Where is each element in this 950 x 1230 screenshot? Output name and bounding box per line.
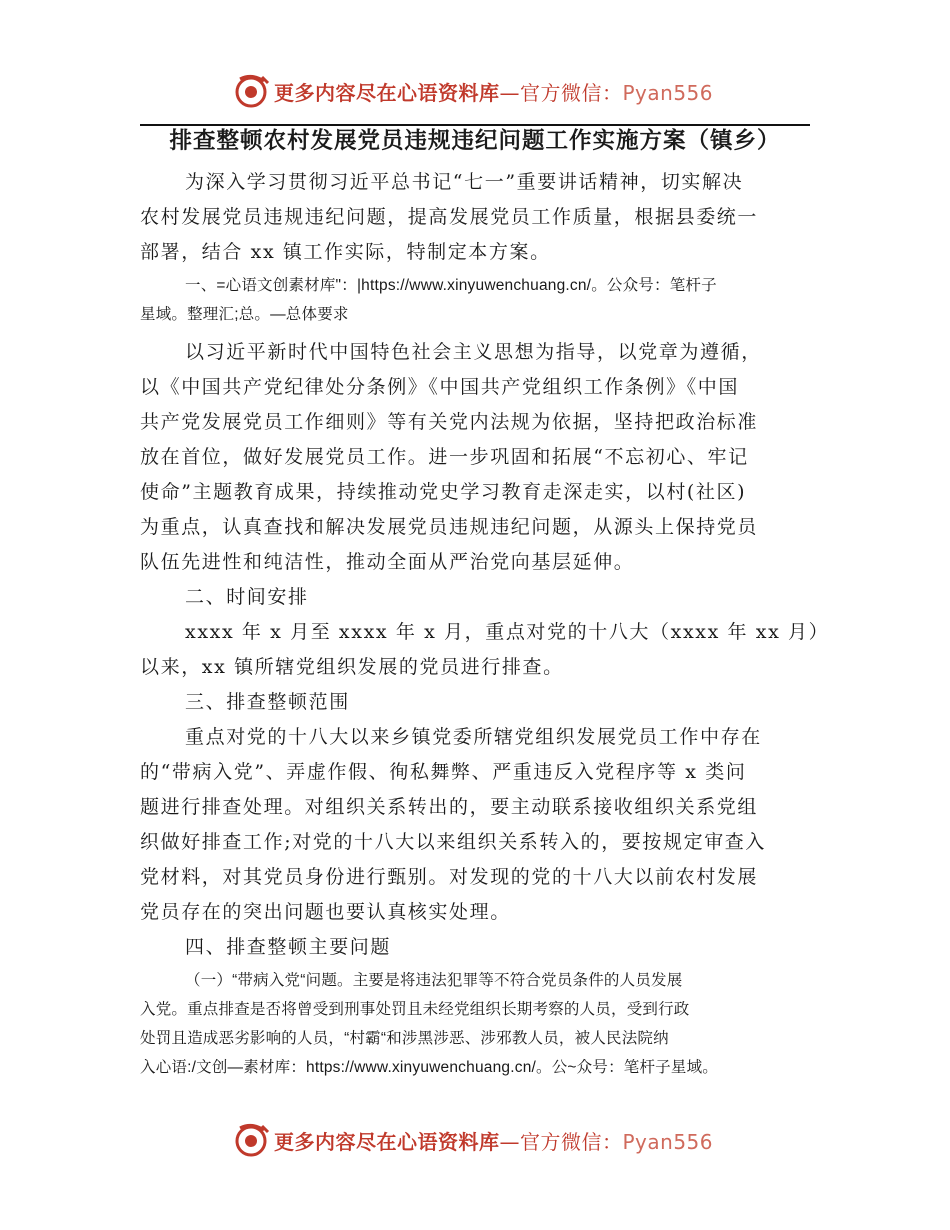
body-line: 以习近平新时代中国特色社会主义思想为指导，以党章为遵循， [185,341,762,363]
body-line: 共产党发展党员工作细则》等有关党内法规为依据，坚持把政治标准 [140,411,759,433]
banner-wechat-label: —官方微信： [499,1130,623,1154]
footer-banner [0,1120,950,1160]
brand-logo-icon [232,71,272,111]
body-line: 党材料，对其党员身份进行甄别。对发现的党的十八大以前农村发展 [140,866,759,888]
section-heading: 四、排查整顿主要问题 [185,936,392,958]
body-line: 使命”主题教育成果，持续推动党史学习教育走深走实，以村(社区) [140,481,747,503]
banner-site-name: 更多内容尽在心语资料库 [274,81,500,105]
body-line: 星域。整理汇;总。—总体要求 [140,306,349,323]
body-line: 重点对党的十八大以来乡镇党委所辖党组织发展党员工作中存在 [185,726,762,748]
banner-text [274,77,713,106]
document-title: 排查整顿农村发展党员违规违纪问题工作实施方案（镇乡） [169,128,781,154]
body-line: （一）“带病入党“问题。主要是将违法犯罪等不符合党员条件的人员发展 [185,972,683,989]
body-line: 处罚且造成恶劣影响的人员，“村霸“和涉黑涉恶、涉邪教人员，被人民法院纳 [140,1030,669,1047]
body-line-watermark: 一、=心语文创素材库"：|https://www.xinyuwenchuang.cn/。公众号：笔杆子 [185,277,717,294]
section-heading: 三、排查整顿范围 [185,691,350,713]
body-line: 的“带病入党”、弄虚作假、徇私舞弊、严重违反入党程序等 x 类问 [140,761,747,783]
body-line: 为重点，认真查找和解决发展党员违规违纪问题，从源头上保持党员 [140,516,759,538]
banner-wechat-id: Pyan556 [622,81,714,105]
body-line: 放在首位，做好发展党员工作。进一步巩固和拓展“不忘初心、牢记 [140,446,749,468]
banner-text [274,1126,713,1155]
banner-site-name: 更多内容尽在心语资料库 [274,1130,500,1154]
banner-wechat-label: —官方微信： [499,81,623,105]
body-line: xxxx 年 x 月至 xxxx 年 x 月，重点对党的十八大（xxxx 年 xx 月） [185,621,830,643]
body-line-watermark: 入心语:/文创—素材库：https://www.xinyuwenchuang.cn/。公~众号：笔杆子星域。 [140,1059,718,1076]
body-line: 织做好排查工作;对党的十八大以来组织关系转入的，要按规定审查入 [140,831,767,853]
body-line: 以来，xx 镇所辖党组织发展的党员进行排查。 [140,656,564,678]
body-line: 农村发展党员违规违纪问题，提高发展党员工作质量，根据县委统一 [140,206,759,228]
body-line: 党员存在的突出问题也要认真核实处理。 [140,901,511,923]
body-line: 为深入学习贯彻习近平总书记“七一”重要讲话精神，切实解决 [185,171,744,193]
brand-logo-icon [232,1120,272,1160]
body-line: 队伍先进性和纯洁性，推动全面从严治党向基层延伸。 [140,551,635,573]
header-banner [0,71,950,111]
body-line: 以《中国共产党纪律处分条例》《中国共产党组织工作条例》《中国 [140,376,740,398]
body-line: 部署，结合 xx 镇工作实际，特制定本方案。 [140,241,551,263]
banner-wechat-id: Pyan556 [622,1130,714,1154]
section-heading: 二、时间安排 [185,586,309,608]
body-line: 题进行排查处理。对组织关系转出的，要主动联系接收组织关系党组 [140,796,759,818]
body-line: 入党。重点排查是否将曾受到刑事处罚且未经党组织长期考察的人员，受到行政 [140,1001,690,1018]
